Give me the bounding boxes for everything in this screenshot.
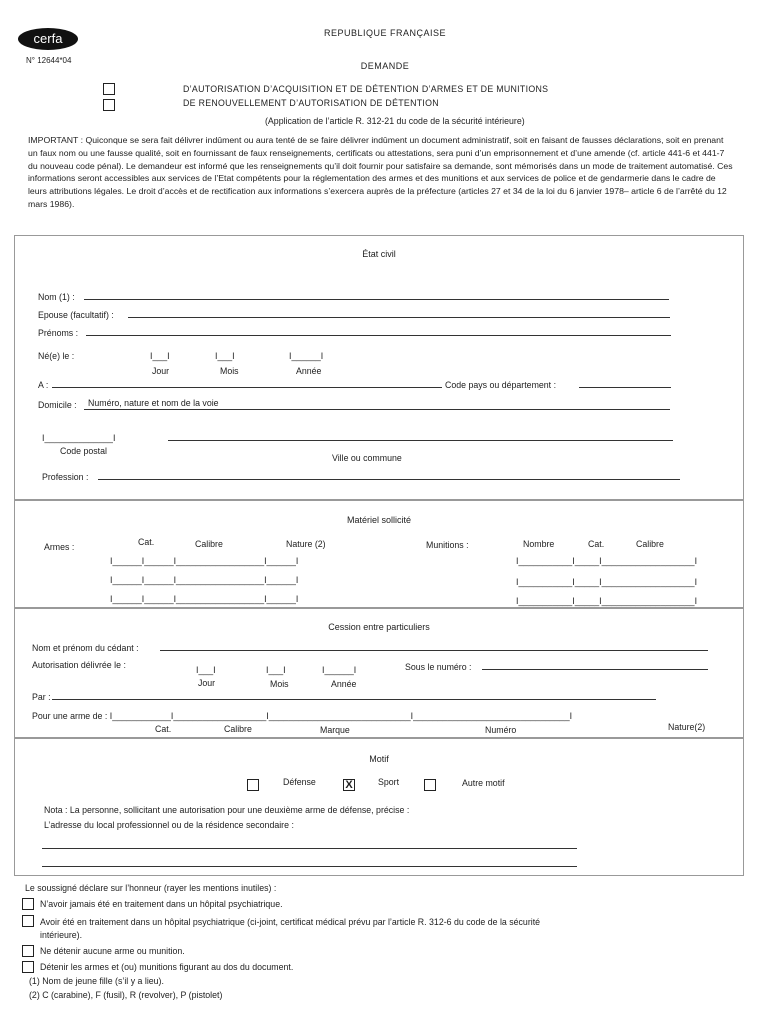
- cession-calibre-caption: Calibre: [224, 724, 252, 734]
- mois-caption: Mois: [220, 366, 239, 376]
- autre-motif-label: Autre motif: [462, 778, 505, 788]
- cession-marque-caption: Marque: [320, 725, 350, 735]
- cedant-label: Nom et prénom du cédant :: [32, 643, 139, 653]
- profession-input[interactable]: [98, 479, 680, 480]
- declaration-item3-label: Ne détenir aucune arme ou munition.: [40, 946, 185, 956]
- ville-caption: Ville ou commune: [332, 453, 402, 463]
- munitions-cat-header: Cat.: [588, 539, 605, 549]
- armes-nature-header: Nature (2): [286, 539, 326, 549]
- application-note: (Application de l’article R. 312-21 du code de la sécurité intérieure): [265, 116, 525, 126]
- form-number: N° 12644*04: [26, 56, 72, 65]
- prenoms-input[interactable]: [86, 335, 671, 336]
- birth-day-input[interactable]: I___I: [150, 351, 170, 361]
- birth-year-input[interactable]: I______I: [289, 351, 324, 361]
- code-postal-caption: Code postal: [60, 446, 107, 456]
- cerfa-logo: cerfa: [18, 28, 78, 50]
- code-pays-label: Code pays ou département :: [445, 380, 557, 390]
- ne-le-label: Né(e) le :: [38, 351, 75, 361]
- domicile-input[interactable]: [84, 409, 670, 410]
- cedant-input[interactable]: [160, 650, 708, 651]
- sport-label: Sport: [378, 777, 400, 787]
- lieu-input[interactable]: [52, 387, 442, 388]
- munitions-nombre-header: Nombre: [523, 539, 555, 549]
- code-postal-input[interactable]: I______________I: [42, 433, 116, 443]
- etat-civil-title: État civil: [362, 249, 396, 259]
- declaration-item2-label: Avoir été en traitement dans un hôpital psychiatrique (ci-joint, certificat médical prévu par l’article R. 312-6 du code de la sécurité: [40, 917, 541, 927]
- adresse-input-line-2[interactable]: [42, 866, 577, 867]
- declaration-item1-checkbox[interactable]: [22, 898, 34, 910]
- autorisation-year-input[interactable]: I______I: [322, 665, 357, 675]
- armes-label: Armes :: [44, 542, 75, 552]
- nom-label: Nom (1) :: [38, 292, 75, 302]
- code-pays-input[interactable]: [579, 387, 671, 388]
- materiel-title: Matériel sollicité: [346, 515, 412, 525]
- arme-row-1[interactable]: I______I______I__________________I______I: [110, 556, 299, 566]
- defense-label: Défense: [283, 777, 316, 787]
- arme-row-3[interactable]: I______I______I__________________I______I: [110, 594, 299, 604]
- munition-row-2[interactable]: I___________I_____I___________________I: [516, 577, 698, 587]
- prenoms-label: Prénoms :: [38, 328, 79, 338]
- munitions-calibre-header: Calibre: [636, 539, 664, 549]
- epouse-input[interactable]: [128, 317, 670, 318]
- option-renouvellement-checkbox[interactable]: [103, 99, 115, 111]
- declaration-item2-label-cont: intérieure).: [40, 930, 83, 940]
- birth-month-input[interactable]: I___I: [215, 351, 235, 361]
- autorisation-month-input[interactable]: I___I: [266, 665, 286, 675]
- ville-input[interactable]: [168, 440, 673, 441]
- footnote-1: (1) Nom de jeune fille (s’il y a lieu).: [29, 976, 164, 986]
- cession-numero-caption: Numéro: [485, 725, 517, 735]
- declaration-item4-checkbox[interactable]: [22, 961, 34, 973]
- munitions-label: Munitions :: [426, 540, 469, 550]
- domicile-value: Numéro, nature et nom de la voie: [88, 398, 219, 408]
- autorisation-day-input[interactable]: I___I: [196, 665, 216, 675]
- lieu-label: A :: [38, 380, 49, 390]
- cession-cat-caption: Cat.: [155, 724, 172, 734]
- cession-mois-caption: Mois: [270, 679, 289, 689]
- arme-row-2[interactable]: I______I______I__________________I______I: [110, 575, 299, 585]
- epouse-label: Epouse (facultatif) :: [38, 310, 114, 320]
- declaration-item1-label: N’avoir jamais été en traitement dans un hôpital psychiatrique.: [40, 899, 283, 909]
- cession-nature-caption: Nature(2): [668, 722, 706, 732]
- declaration-intro: Le soussigné déclare sur l’honneur (rayer les mentions inutiles) :: [25, 883, 277, 893]
- domicile-label: Domicile :: [38, 400, 77, 410]
- option-acquisition-label: D’AUTORISATION D’ACQUISITION ET DE DÉTENTION D’ARMES ET DE MUNITIONS: [183, 84, 549, 94]
- munition-row-1[interactable]: I___________I_____I___________________I: [516, 556, 698, 566]
- munition-row-3[interactable]: I___________I_____I___________________I: [516, 596, 698, 606]
- autre-motif-checkbox[interactable]: [424, 779, 436, 791]
- annee-caption: Année: [296, 366, 322, 376]
- republic-heading: REPUBLIQUE FRANÇAISE: [323, 28, 447, 38]
- par-input[interactable]: [52, 699, 656, 700]
- nom-input[interactable]: [84, 299, 669, 300]
- declaration-item3-checkbox[interactable]: [22, 945, 34, 957]
- sport-checkbox[interactable]: X: [343, 779, 355, 791]
- declaration-item4-label: Détenir les armes et (ou) munitions figurant au dos du document.: [40, 962, 294, 972]
- adresse-label: L’adresse du local professionnel ou de la résidence secondaire :: [44, 820, 294, 830]
- important-notice: IMPORTANT : Quiconque se sera fait délivrer indûment ou aura tenté de se faire délivrer indûment un document administratif, soit en faisant de fausses déclarations, soit en prenant un faux nom ou une fausse qualité, soit en fournissant de faux renseignements, certificats ou attestations, sera puni d’un emprisonnement et d’une amende (cf. article 441-6 et 441-7 du nouveau code pénal). Le demandeur est informé que les renseignements qu’il doit fournir pour satisfaire sa demande, sont mémorisés dans un mode de traitement automatisé. Ces informations seront accessibles aux services de l’Etat compétents pour la réglementation des armes et des munitions et aux services de police et de gendarmerie dans le cadre de leurs attributions légales. Le droit d’accès et de rectification aux informations s’exercera auprès de la préfecture (articles 27 et 34 de la loi du 6 janvier 1978– article 6 de l’arrêté du 12 mars 1986).: [28, 135, 733, 209]
- footnote-2: (2) C (carabine), F (fusil), R (revolver), P (pistolet): [29, 990, 223, 1000]
- jour-caption: Jour: [152, 366, 170, 376]
- armes-cat-header: Cat.: [138, 537, 155, 547]
- motif-title: Motif: [369, 754, 389, 764]
- nota-text: Nota : La personne, sollicitant une autorisation pour une deuxième arme de défense, précise :: [44, 805, 410, 815]
- declaration-item2-checkbox[interactable]: [22, 915, 34, 927]
- sous-numero-input[interactable]: [482, 669, 708, 670]
- par-label: Par :: [32, 692, 51, 702]
- cession-title: Cession entre particuliers: [328, 622, 430, 632]
- pour-arme-row[interactable]: Pour une arme de : I____________I___________________I_____________________________I________________________________I: [32, 711, 573, 721]
- autorisation-label: Autorisation délivrée le :: [32, 660, 126, 670]
- sous-numero-label: Sous le numéro :: [405, 662, 472, 672]
- option-renouvellement-label: DE RENOUVELLEMENT D’AUTORISATION DE DÉTENTION: [183, 98, 439, 108]
- adresse-input-line-1[interactable]: [42, 848, 577, 849]
- defense-checkbox[interactable]: [247, 779, 259, 791]
- armes-calibre-header: Calibre: [195, 539, 223, 549]
- profession-label: Profession :: [42, 472, 89, 482]
- cession-annee-caption: Année: [331, 679, 357, 689]
- option-acquisition-checkbox[interactable]: [103, 83, 115, 95]
- demande-heading: DEMANDE: [360, 61, 410, 71]
- cession-jour-caption: Jour: [198, 678, 216, 688]
